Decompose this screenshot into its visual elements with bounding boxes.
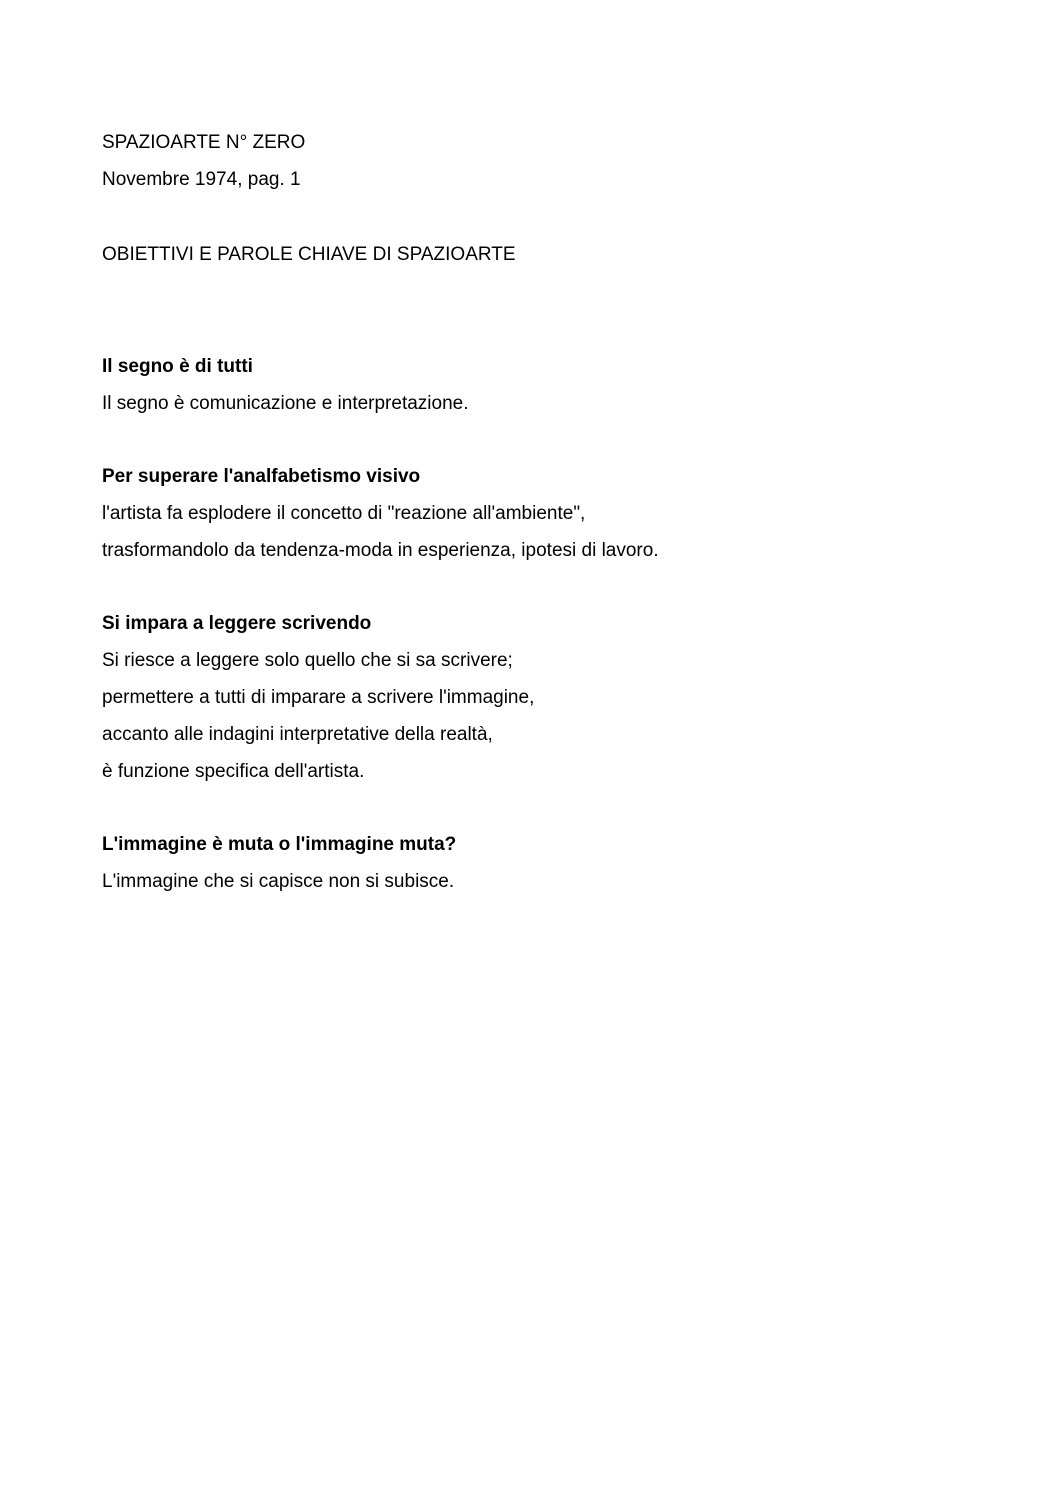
publication-date: Novembre 1974, pag. 1: [102, 169, 301, 190]
section-analfabetismo: [102, 458, 962, 569]
page-title: OBIETTIVI E PAROLE CHIAVE DI SPAZIOARTE: [102, 244, 516, 265]
section-line: accanto alle indagini interpretative della realtà,: [102, 724, 493, 745]
section-line: l'artista fa esplodere il concetto di "reazione all'ambiente",: [102, 503, 586, 524]
section-line: Si riesce a leggere solo quello che si sa scrivere;: [102, 650, 513, 671]
section-immagine: [102, 826, 962, 900]
publication-name: SPAZIOARTE N° ZERO: [102, 132, 306, 153]
section-heading: Si impara a leggere scrivendo: [102, 613, 372, 634]
section-leggere: [102, 605, 962, 790]
section-heading: Il segno è di tutti: [102, 356, 253, 377]
section-line: è funzione specifica dell'artista.: [102, 761, 365, 782]
section-line: Il segno è comunicazione e interpretazione.: [102, 393, 469, 414]
section-line: trasformandolo da tendenza-moda in esperienza, ipotesi di lavoro.: [102, 540, 659, 561]
section-line: permettere a tutti di imparare a scrivere l'immagine,: [102, 687, 535, 708]
section-heading: L'immagine è muta o l'immagine muta?: [102, 834, 457, 855]
document-body: [102, 124, 962, 900]
section-line: L'immagine che si capisce non si subisce.: [102, 871, 455, 892]
section-segno: [102, 348, 962, 422]
section-heading: Per superare l'analfabetismo visivo: [102, 466, 421, 487]
